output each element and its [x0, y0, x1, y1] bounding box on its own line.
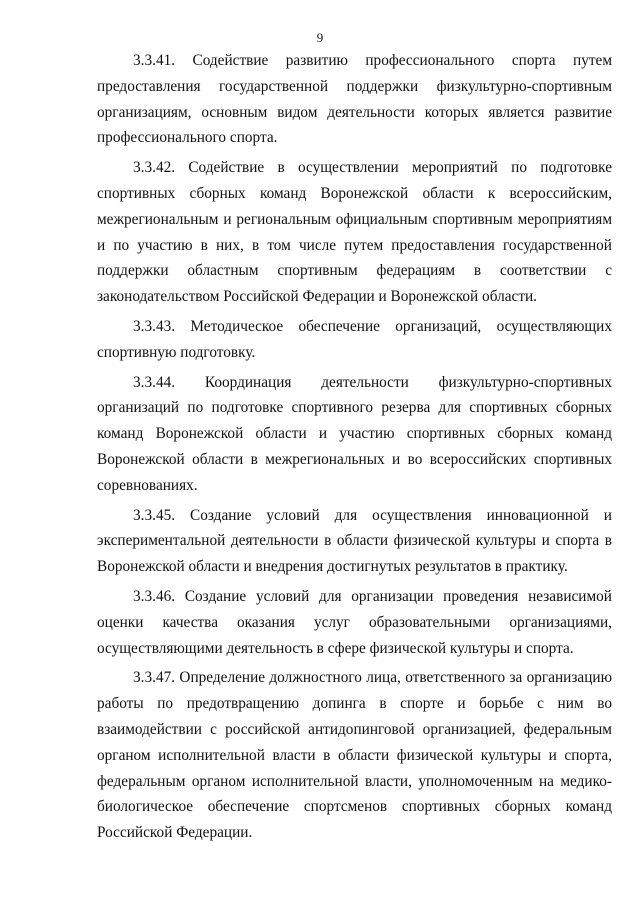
- paragraph-3-3-43: 3.3.43. Методическое обеспечение организаций, осуществляющих спортивную подготовку.: [97, 317, 612, 361]
- paragraph-3-3-42: 3.3.42. Содействие в осуществлении мероприятий по подготовке спортивных сборных команд Воронежской области к всероссийским, межрегиональным и региональным официальным спортивным мероприятиям и по участию в них, в том числе путем предоставления государственной поддержки областным спортивным федерациям в соответствии с законодательством Российской Федерации и Воронежской области.: [97, 159, 612, 306]
- paragraph-3-3-46: 3.3.46. Создание условий для организации проведения независимой оценки качества оказания услуг образовательными организациями, осуществляющими деятельность в сфере физической культуры и спорта.: [97, 587, 612, 657]
- paragraph-3-3-41: 3.3.41. Содействие развитию профессионального спорта путем предоставления государственной поддержки физкультурно-спортивным организациям, основным видом деятельности которых является развитие профессионального спорта.: [97, 52, 612, 147]
- page-number: 9: [316, 30, 324, 45]
- paragraph-3-3-45: 3.3.45. Создание условий для осуществления инновационной и экспериментальной деятельности в области физической культуры и спорта в Воронежской области и внедрения достигнутых результатов в практику.: [97, 506, 612, 576]
- document-body: [97, 48, 612, 850]
- paragraph-3-3-47: 3.3.47. Определение должностного лица, ответственного за организацию работы по предотвращению допинга в спорте и борьбе с ним во взаимодействии с российской антидопинговой организацией, федеральным органом исполнительной власти в области физической культуры и спорта, федеральным органом исполнительной власти, уполномоченным на медико-биологическое обеспечение спортсменов спортивных сборных команд Российской Федерации.: [97, 669, 612, 842]
- paragraph-3-3-44: 3.3.44. Координация деятельности физкультурно-спортивных организаций по подготовке спортивного резерва для спортивных сборных команд Воронежской области и участию спортивных сборных команд Воронежской области в межрегиональных и во всероссийских спортивных соревнованиях.: [97, 373, 612, 494]
